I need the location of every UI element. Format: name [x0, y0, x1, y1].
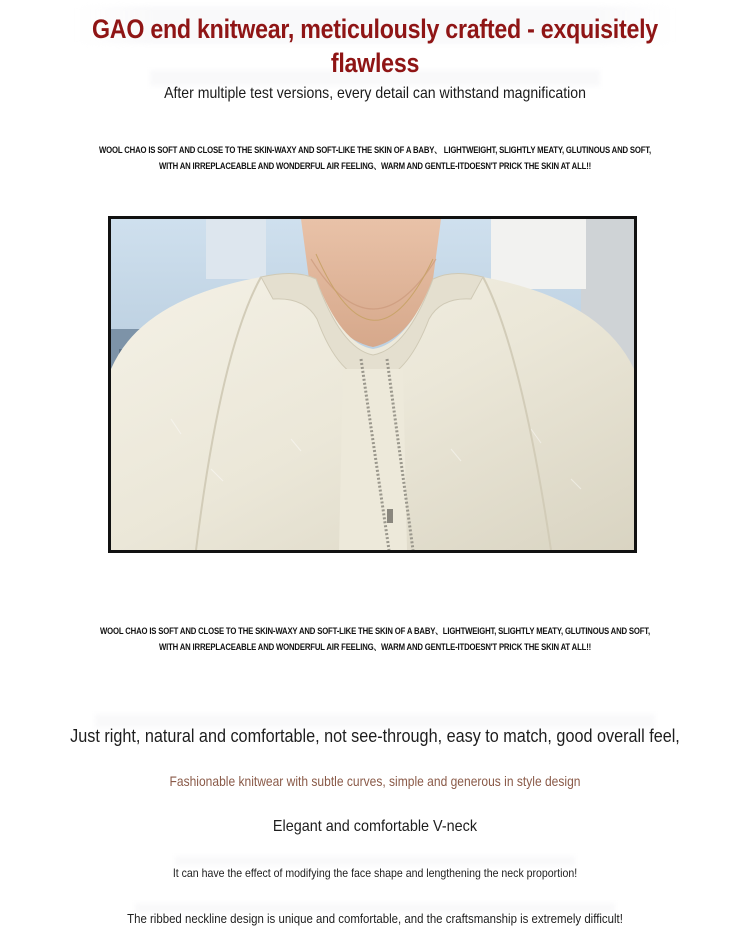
description-bottom: [53, 623, 698, 655]
description-top-line-1: WOOL CHAO IS SOFT AND CLOSE TO THE SKIN-WAXY AND SOFT-LIKE THE SKIN OF A BABY、 LIGHTWEIGHT, SLIGHTLY MEATY, GLUTINOUS AND SOFT,: [99, 145, 651, 155]
page-subtitle: After multiple test versions, every detail can withstand magnification: [164, 85, 586, 102]
ribbed-detail: The ribbed neckline design is unique and comfortable, and the craftsmanship is extremely difficult!: [127, 911, 623, 926]
description-bottom-line-1: WOOL CHAO IS SOFT AND CLOSE TO THE SKIN-WAXY AND SOFT-LIKE THE SKIN OF A BABY、LIGHTWEIGHT, SLIGHTLY MEATY, GLUTINOUS AND SOFT,: [100, 626, 650, 636]
description-top-line-2: WITH AN IRREPLACEABLE AND WONDERFUL AIR FEELING、WARM AND GENTLE-ITDOESN'T PRICK THE SKIN AT ALL!!: [158, 161, 592, 171]
description-bottom-line-2: WITH AN IRREPLACEABLE AND WONDERFUL AIR FEELING、WARM AND GENTLE-ITDOESN'T PRICK THE SKIN AT ALL!!: [158, 642, 592, 652]
description-top: [53, 142, 698, 174]
page-title: GAO end knitwear, meticulously crafted - exquisitely flawless: [92, 14, 658, 78]
cardigan-illustration: [111, 219, 634, 550]
feature-headline: Just right, natural and comfortable, not see-through, easy to match, good overall feel,: [70, 726, 680, 746]
neck-title: Elegant and comfortable V-neck: [272, 818, 478, 835]
neck-detail: It can have the effect of modifying the face shape and lengthening the neck proportion!: [172, 866, 578, 880]
product-photo: [108, 216, 637, 553]
feature-accent-line: Fashionable knitwear with subtle curves, simple and generous in style design: [169, 773, 581, 789]
